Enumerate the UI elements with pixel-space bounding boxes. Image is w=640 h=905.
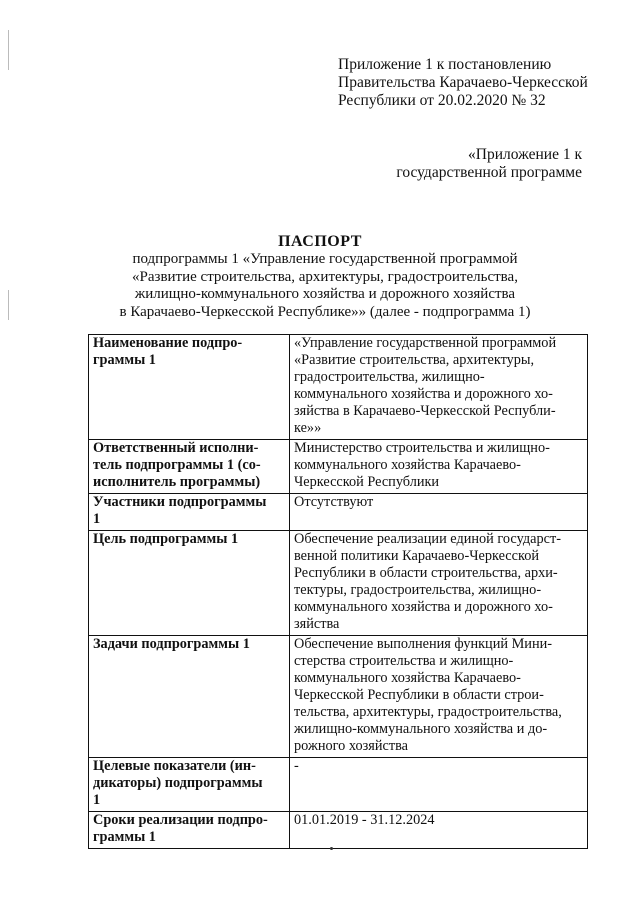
value-line: коммунального хозяйства и дорожного хо-	[294, 599, 553, 615]
scan-margin-mark	[8, 290, 9, 320]
value-line: зяйства	[294, 616, 340, 632]
appendix-line: Правительства Карачаево-Черкесской	[338, 74, 588, 91]
table-row	[89, 494, 588, 531]
scan-dot	[330, 847, 333, 850]
value-line: Республики в области строительства, архи-	[294, 565, 558, 581]
table-row	[89, 758, 588, 812]
value-line: жилищно-коммунального хозяйства и до-	[294, 721, 548, 737]
document-title: ПАСПОРТ	[278, 233, 362, 250]
value-line: коммунального хозяйства Карачаево-	[294, 670, 521, 686]
subtitle-line: «Развитие строительства, архитектуры, градостроительства,	[132, 268, 518, 285]
label-line: 1	[93, 511, 101, 527]
appendix-line: Республики от 20.02.2020 № 32	[338, 92, 546, 109]
label-line: граммы 1	[93, 352, 156, 368]
label-line: Задачи подпрограммы 1	[93, 636, 250, 652]
value-line: тельства, архитектуры, градостроительства,	[294, 704, 562, 720]
subtitle-line: жилищно-коммунального хозяйства и дорожного хозяйства	[134, 286, 516, 302]
row-value-indicators	[290, 758, 588, 812]
row-label-goal	[89, 531, 290, 636]
label-line: Целевые показатели (ин-	[93, 758, 256, 774]
label-line: тель подпрограммы 1 (со-	[93, 457, 261, 473]
appendix-line: государственной программе	[396, 164, 582, 181]
row-label-indicators	[89, 758, 290, 812]
row-label-tasks	[89, 636, 290, 758]
value-line: -	[294, 758, 299, 774]
row-label-participants	[89, 494, 290, 531]
label-line: Участники подпрограммы	[93, 494, 267, 510]
row-value-participants	[290, 494, 588, 531]
table-row	[89, 636, 588, 758]
label-line: Цель подпрограммы 1	[93, 531, 239, 547]
appendix-line: Приложение 1 к постановлению	[338, 56, 552, 73]
row-label-period	[89, 812, 290, 849]
value-line: зяйства в Карачаево-Черкесской Республи-	[294, 403, 556, 419]
label-line: 1	[93, 792, 101, 808]
value-line: коммунального хозяйства Карачаево-	[294, 457, 521, 473]
value-line: Черкесской Республики	[294, 474, 440, 490]
value-line: венной политики Карачаево-Черкесской	[294, 548, 540, 564]
document-subtitle	[60, 251, 590, 321]
row-label-name	[89, 335, 290, 440]
subtitle-line: подпрограммы 1 «Управление государственной программой	[132, 251, 518, 267]
row-value-name	[290, 335, 588, 440]
label-line: Ответственный исполни-	[93, 440, 259, 456]
row-label-executor	[89, 440, 290, 494]
appendix-note	[338, 56, 588, 110]
table-row	[89, 335, 588, 440]
label-line: дикаторы) подпрограммы	[93, 775, 263, 791]
subtitle-line: в Карачаево-Черкесской Республике»» (далее - подпрограмма 1)	[119, 303, 531, 320]
value-line: Министерство строительства и жилищно-	[294, 440, 550, 456]
label-line: Наименование подпро-	[93, 335, 243, 351]
value-line: «Развитие строительства, архитектуры,	[294, 352, 535, 368]
table-row	[89, 531, 588, 636]
appendix-line: «Приложение 1 к	[468, 146, 582, 163]
passport-table	[88, 334, 588, 849]
value-line: коммунального хозяйства и дорожного хо-	[294, 386, 553, 402]
label-line: исполнитель программы)	[93, 474, 261, 490]
value-line: 01.01.2019 - 31.12.2024	[294, 812, 435, 828]
row-value-period	[290, 812, 588, 849]
value-line: тектуры, градостроительства, жилищно-	[294, 582, 542, 598]
value-line: Черкесской Республики в области строи-	[294, 687, 544, 703]
value-line: Отсутствуют	[294, 494, 374, 510]
value-line: градостроительства, жилищно-	[294, 369, 485, 385]
row-value-goal	[290, 531, 588, 636]
value-line: Обеспечение реализации единой государст-	[294, 531, 561, 547]
table-row	[89, 440, 588, 494]
row-value-executor	[290, 440, 588, 494]
value-line: «Управление государственной программой	[294, 335, 557, 351]
value-line: стерства строительства и жилищно-	[294, 653, 514, 669]
value-line: Обеспечение выполнения функций Мини-	[294, 636, 553, 652]
label-line: Сроки реализации подпро-	[93, 812, 268, 828]
value-line: рожного хозяйства	[294, 738, 408, 754]
label-line: граммы 1	[93, 829, 156, 845]
row-value-tasks	[290, 636, 588, 758]
value-line: ке»»	[294, 420, 322, 436]
table-row	[89, 812, 588, 849]
scan-margin-mark	[8, 30, 9, 70]
program-appendix-note	[396, 146, 582, 182]
